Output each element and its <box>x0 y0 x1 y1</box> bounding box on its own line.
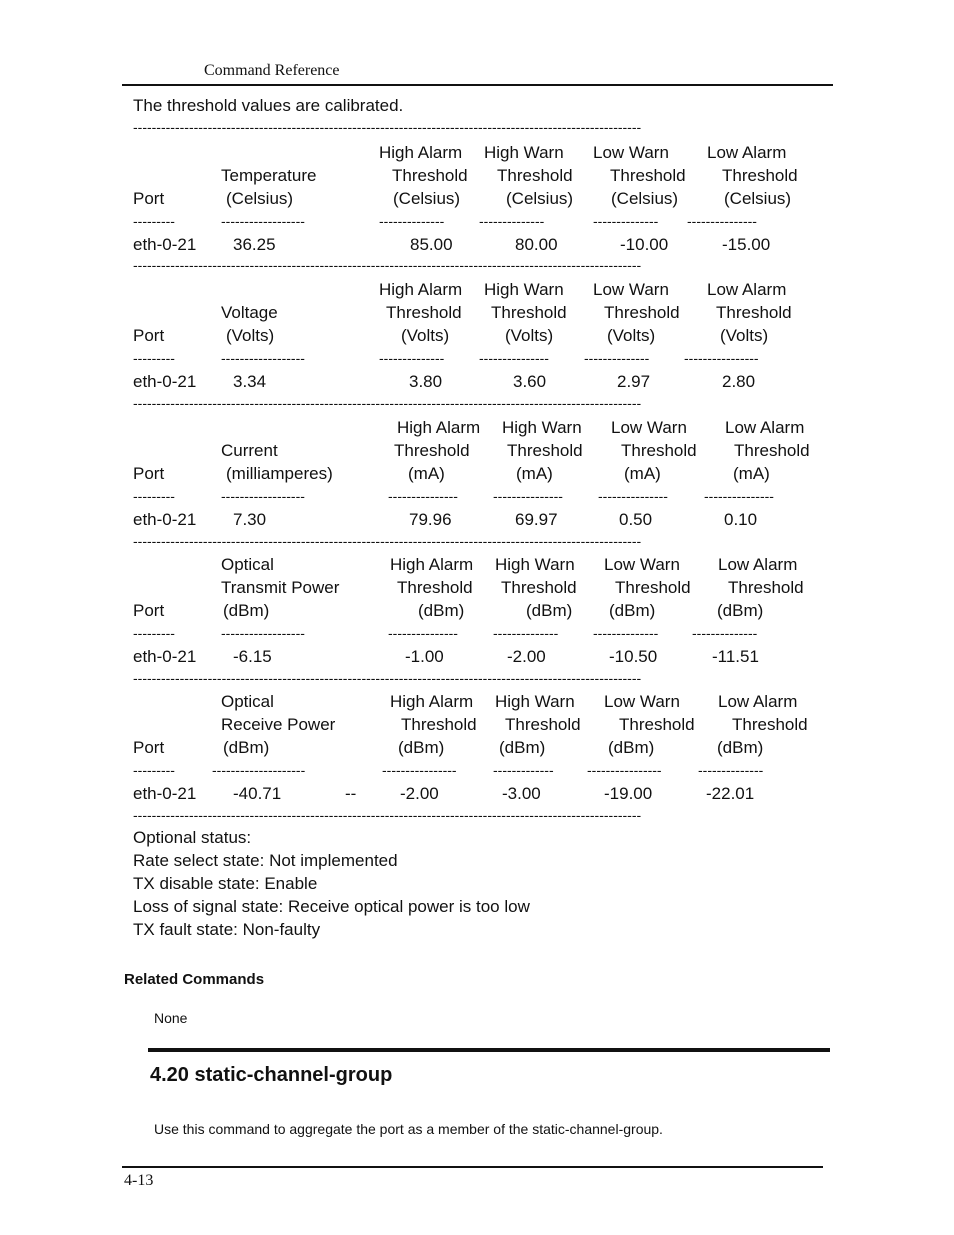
header-cell-current: Threshold <box>621 441 697 460</box>
column-dash-voltage: -------------- <box>379 350 445 366</box>
header-cell-temperature: Port <box>133 189 165 208</box>
header-rule <box>122 84 833 86</box>
header-cell-tx-power: (dBm) <box>223 601 270 620</box>
header-cell-rx-power: Low Warn <box>604 692 680 711</box>
header-cell-temperature: Threshold <box>610 166 686 185</box>
header-cell-temperature: Low Alarm <box>707 143 787 162</box>
column-dash-temperature: -------------- <box>479 213 545 229</box>
header-cell-temperature: Threshold <box>722 166 798 185</box>
column-dash-rx-power: --------- <box>133 762 175 778</box>
header-cell-voltage: Threshold <box>386 303 462 322</box>
header-cell-current: Threshold <box>734 441 810 460</box>
header-cell-tx-power: (dBm) <box>609 601 656 620</box>
column-dash-voltage: --------- <box>133 350 175 366</box>
value-cell-tx-power: -6.15 <box>233 647 272 666</box>
value-cell-tx-power: eth-0-21 <box>133 647 197 666</box>
header-cell-temperature: (Celsius) <box>393 189 461 208</box>
header-cell-current: (mA) <box>408 464 445 483</box>
header-cell-voltage: High Warn <box>484 280 564 299</box>
value-cell-rx-power: -19.00 <box>604 784 653 803</box>
value-cell-temperature: eth-0-21 <box>133 235 197 254</box>
header-cell-rx-power: Threshold <box>505 715 581 734</box>
value-cell-temperature: 85.00 <box>410 235 453 254</box>
header-cell-tx-power: High Warn <box>495 555 575 574</box>
header-cell-current: Threshold <box>394 441 470 460</box>
header-cell-current: Low Warn <box>611 418 687 437</box>
header-cell-current: Threshold <box>507 441 583 460</box>
header-cell-current: High Warn <box>502 418 582 437</box>
header-cell-rx-power: Port <box>133 738 165 757</box>
header-cell-rx-power: (dBm) <box>608 738 655 757</box>
header-cell-temperature: (Celsius) <box>724 189 792 208</box>
status-line: Optional status: <box>133 828 252 847</box>
header-cell-rx-power: Low Alarm <box>718 692 798 711</box>
header-cell-tx-power: (dBm) <box>717 601 764 620</box>
header-cell-temperature: Temperature <box>221 166 317 185</box>
header-cell-rx-power: High Alarm <box>390 692 474 711</box>
value-cell-rx-power: -3.00 <box>502 784 541 803</box>
header-cell-tx-power: Low Warn <box>604 555 680 574</box>
header-cell-tx-power: (dBm) <box>526 601 573 620</box>
related-commands-heading: Related Commands <box>124 971 265 988</box>
header-cell-tx-power: Threshold <box>615 578 691 597</box>
header-cell-tx-power: Threshold <box>728 578 804 597</box>
value-cell-current: 69.97 <box>515 510 558 529</box>
header-cell-voltage: (Volts) <box>226 326 275 345</box>
header-cell-current: High Alarm <box>397 418 481 437</box>
value-cell-current: 0.50 <box>619 510 653 529</box>
header-cell-temperature: Threshold <box>392 166 468 185</box>
section-number: 4.20 <box>150 1064 189 1086</box>
header-cell-tx-power: Threshold <box>397 578 473 597</box>
header-cell-rx-power: Optical <box>221 692 274 711</box>
header-cell-rx-power: Threshold <box>732 715 808 734</box>
dashed-separator: ------------------------------------------------------------------------------------------------------------- <box>133 257 642 273</box>
section-rule <box>148 1048 830 1052</box>
column-dash-current: --------- <box>133 488 175 504</box>
header-cell-rx-power: High Warn <box>495 692 575 711</box>
header-cell-voltage: (Volts) <box>505 326 554 345</box>
value-cell-current: 7.30 <box>233 510 267 529</box>
dashed-separator: ------------------------------------------------------------------------------------------------------------- <box>133 533 642 549</box>
header-cell-rx-power: (dBm) <box>499 738 546 757</box>
section-description: Use this command to aggregate the port as a member of the static-channel-group. <box>154 1121 663 1137</box>
header-cell-temperature: High Warn <box>484 143 564 162</box>
status-line: Loss of signal state: Receive optical power is too low <box>133 897 530 916</box>
related-commands-body: None <box>154 1010 188 1026</box>
column-dash-temperature: ------------------ <box>221 213 305 229</box>
header-cell-current: Port <box>133 464 165 483</box>
status-line: Rate select state: Not implemented <box>133 851 398 870</box>
column-dash-current: ------------------ <box>221 488 305 504</box>
header-cell-rx-power: Threshold <box>619 715 695 734</box>
column-dash-tx-power: ------------------ <box>221 625 305 641</box>
column-dash-rx-power: -------------- <box>698 762 764 778</box>
status-line: TX disable state: Enable <box>133 874 318 893</box>
value-cell-temperature: -15.00 <box>722 235 771 254</box>
column-dash-voltage: ---------------- <box>684 350 759 366</box>
header-title: Command Reference <box>204 62 340 79</box>
header-cell-tx-power: Optical <box>221 555 274 574</box>
column-dash-temperature: -------------- <box>593 213 659 229</box>
header-cell-voltage: Threshold <box>604 303 680 322</box>
column-dash-rx-power: ---------------- <box>382 762 457 778</box>
value-cell-rx-power: -22.01 <box>706 784 755 803</box>
value-cell-temperature: 80.00 <box>515 235 558 254</box>
column-dash-temperature: --------- <box>133 213 175 229</box>
header-cell-current: Current <box>221 441 278 460</box>
column-dash-tx-power: -------------- <box>593 625 659 641</box>
dashed-separator: ------------------------------------------------------------------------------------------------------------- <box>133 807 642 823</box>
column-dash-rx-power: -------------------- <box>212 762 306 778</box>
column-dash-current: --------------- <box>704 488 774 504</box>
value-cell-voltage: 2.97 <box>617 372 651 391</box>
header-cell-voltage: High Alarm <box>379 280 463 299</box>
value-cell-voltage: 2.80 <box>722 372 756 391</box>
header-cell-temperature: (Celsius) <box>226 189 294 208</box>
page-number: 4-13 <box>124 1172 154 1189</box>
header-cell-rx-power: (dBm) <box>223 738 270 757</box>
header-cell-tx-power: High Alarm <box>390 555 474 574</box>
status-line: TX fault state: Non-faulty <box>133 920 321 939</box>
column-dash-tx-power: -------------- <box>692 625 758 641</box>
value-cell-temperature: -10.00 <box>620 235 669 254</box>
value-cell-voltage: 3.34 <box>233 372 267 391</box>
value-cell-tx-power: -11.51 <box>712 647 759 666</box>
header-cell-current: (mA) <box>624 464 661 483</box>
column-dash-tx-power: --------- <box>133 625 175 641</box>
header-cell-current: (mA) <box>733 464 770 483</box>
column-dash-current: --------------- <box>598 488 668 504</box>
value-cell-tx-power: -10.50 <box>609 647 658 666</box>
value-cell-tx-power: -2.00 <box>507 647 546 666</box>
section-heading <box>150 1064 392 1087</box>
value-cell-voltage: 3.60 <box>513 372 547 391</box>
header-cell-current: (milliamperes) <box>226 464 333 483</box>
header-cell-voltage: (Volts) <box>401 326 450 345</box>
header-cell-voltage: Low Alarm <box>707 280 787 299</box>
header-cell-voltage: Low Warn <box>593 280 669 299</box>
header-cell-voltage: Voltage <box>221 303 278 322</box>
column-dash-tx-power: -------------- <box>493 625 559 641</box>
value-cell-rx-power: -2.00 <box>400 784 439 803</box>
value-cell-voltage: eth-0-21 <box>133 372 197 391</box>
header-cell-temperature: High Alarm <box>379 143 463 162</box>
dashed-separator: ------------------------------------------------------------------------------------------------------------- <box>133 670 642 686</box>
dashed-separator: ------------------------------------------------------------------------------------------------------------- <box>133 119 642 135</box>
header-cell-rx-power: (dBm) <box>717 738 764 757</box>
value-cell-temperature: 36.25 <box>233 235 276 254</box>
header-cell-tx-power: Threshold <box>501 578 577 597</box>
footer-rule <box>122 1166 823 1168</box>
value-cell-voltage: 3.80 <box>409 372 443 391</box>
header-cell-current: Low Alarm <box>725 418 805 437</box>
column-dash-voltage: -------------- <box>584 350 650 366</box>
header-cell-voltage: (Volts) <box>607 326 656 345</box>
value-cell-rx-power: -- <box>345 784 357 803</box>
column-dash-rx-power: ------------- <box>493 762 554 778</box>
header-cell-voltage: Port <box>133 326 165 345</box>
column-dash-tx-power: --------------- <box>388 625 458 641</box>
header-cell-tx-power: Transmit Power <box>221 578 340 597</box>
column-dash-temperature: --------------- <box>687 213 757 229</box>
header-cell-temperature: (Celsius) <box>611 189 679 208</box>
column-dash-current: --------------- <box>388 488 458 504</box>
header-cell-temperature: Threshold <box>497 166 573 185</box>
header-cell-tx-power: Low Alarm <box>718 555 798 574</box>
header-cell-rx-power: Receive Power <box>221 715 336 734</box>
intro-text: The threshold values are calibrated. <box>133 96 404 115</box>
column-dash-voltage: ------------------ <box>221 350 305 366</box>
header-cell-temperature: Low Warn <box>593 143 669 162</box>
header-cell-tx-power: Port <box>133 601 165 620</box>
section-title: static-channel-group <box>194 1064 393 1086</box>
header-cell-temperature: (Celsius) <box>506 189 574 208</box>
value-cell-rx-power: -40.71 <box>233 784 282 803</box>
value-cell-rx-power: eth-0-21 <box>133 784 197 803</box>
header-cell-voltage: Threshold <box>491 303 567 322</box>
column-dash-rx-power: ---------------- <box>587 762 662 778</box>
header-cell-tx-power: (dBm) <box>418 601 465 620</box>
value-cell-current: eth-0-21 <box>133 510 197 529</box>
value-cell-current: 0.10 <box>724 510 758 529</box>
header-cell-voltage: (Volts) <box>720 326 769 345</box>
value-cell-tx-power: -1.00 <box>405 647 444 666</box>
value-cell-current: 79.96 <box>409 510 452 529</box>
header-cell-rx-power: (dBm) <box>398 738 445 757</box>
header-cell-rx-power: Threshold <box>401 715 477 734</box>
dashed-separator: ------------------------------------------------------------------------------------------------------------- <box>133 395 642 411</box>
column-dash-temperature: -------------- <box>379 213 445 229</box>
column-dash-current: --------------- <box>493 488 563 504</box>
header-cell-current: (mA) <box>516 464 553 483</box>
header-cell-voltage: Threshold <box>716 303 792 322</box>
column-dash-voltage: --------------- <box>479 350 549 366</box>
